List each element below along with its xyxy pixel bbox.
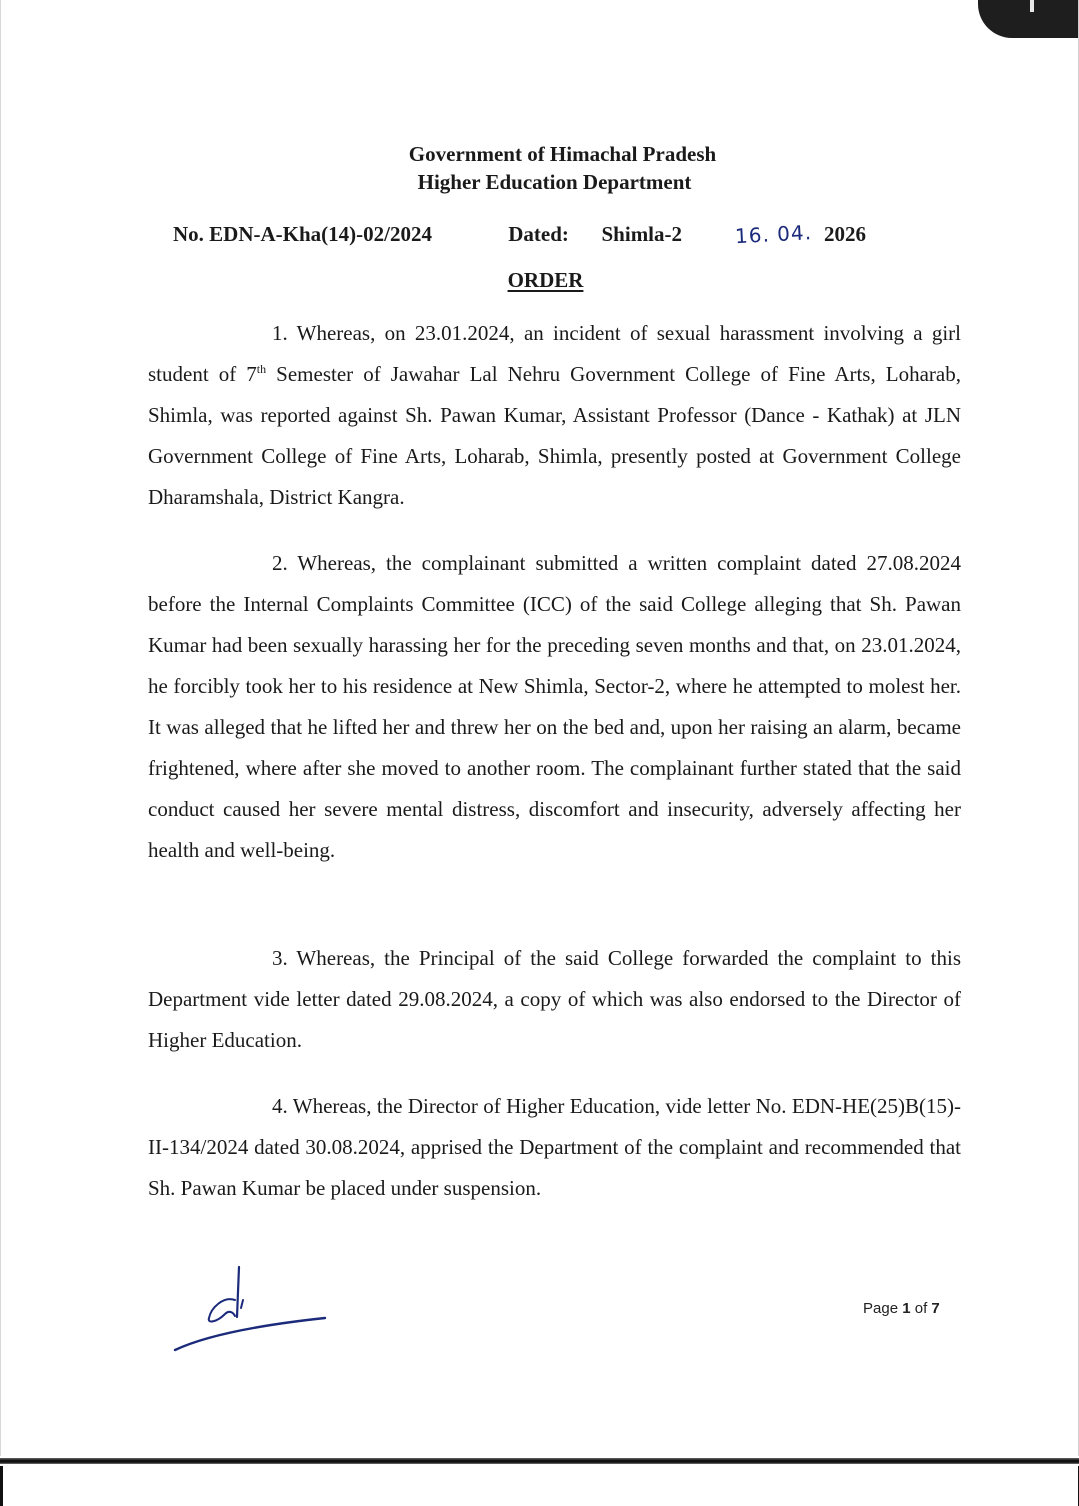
department-name: Higher Education Department [417, 170, 692, 194]
paragraph-3 [148, 938, 961, 1061]
page-current: 1 [902, 1300, 911, 1317]
issue-place: Shimla-2 [601, 222, 683, 246]
page-of: of [914, 1300, 928, 1317]
handwritten-date: 16. 04. [734, 220, 813, 249]
paragraph-number: 1. [272, 321, 288, 345]
dated-label: Dated: [508, 222, 569, 246]
paragraph-text: Whereas, the Director of Higher Education, vide letter No. EDN-HE(25)B(15)-II-134/2024 dated 30.08.2024, apprised the Department of the complaint and recommended that Sh. Pawan Kumar be placed under suspension. [148, 1094, 961, 1200]
paragraph-text: Whereas, the Principal of the said College forwarded the complaint to this Department vide letter dated 29.08.2024, a copy of which was also endorsed to the Director of Higher Education. [148, 946, 961, 1052]
ordinal-superscript: th [256, 362, 267, 376]
paragraph-4 [148, 1086, 961, 1209]
paragraph-1 [148, 313, 961, 518]
paragraph-number: 2. [272, 551, 288, 575]
paragraph-text-cont: Semester of Jawahar Lal Nehru Government College of Fine Arts, Loharab, Shimla, was reported against Sh. Pawan Kumar, Assistant Professor (Dance - Kathak) at JLN Government College of Fine Arts, Loharab, Shimla, presently posted at Government College Dharamshala, District Kangra. [148, 362, 961, 509]
government-name: Government of Himachal Pradesh [408, 142, 717, 166]
letterhead [1, 140, 1079, 196]
page-number [863, 1300, 940, 1317]
page-divider [0, 1458, 1079, 1464]
reference-line [173, 222, 866, 247]
paragraph-text: Whereas, on 23.01.2024, an incident of sexual harassment involving a girl student of 7 [148, 321, 961, 386]
signature-icon [169, 1262, 339, 1362]
next-page-edge[interactable] [0, 1466, 1079, 1506]
reference-number: No. EDN-A-Kha(14)-02/2024 [173, 222, 432, 246]
page-total: 7 [931, 1300, 940, 1317]
paragraph-number: 3. [272, 946, 288, 970]
paragraph-number: 4. [272, 1094, 288, 1118]
paragraph-2 [148, 543, 961, 871]
issue-year: 2026 [824, 222, 866, 246]
corner-tab-indicator-icon [1030, 0, 1034, 12]
paragraph-text: Whereas, the complainant submitted a written complaint dated 27.08.2024 before the Internal Complaints Committee (ICC) of the said College alleging that Sh. Pawan Kumar had been sexually harassing her for the preceding seven months and that, on 23.01.2024, he forcibly took her to his residence at New Shimla, Sector-2, where he attempted to molest her. It was alleged that he lifted her and threw her on the bed and, upon her raising an alarm, became frightened, where after she moved to another room. The complainant further stated that the said conduct caused her severe mental distress, discomfort and insecurity, adversely affecting her health and well-being. [148, 551, 961, 862]
corner-tab[interactable] [978, 0, 1078, 38]
page-label: Page [863, 1300, 899, 1317]
order-heading: ORDER [507, 268, 584, 292]
